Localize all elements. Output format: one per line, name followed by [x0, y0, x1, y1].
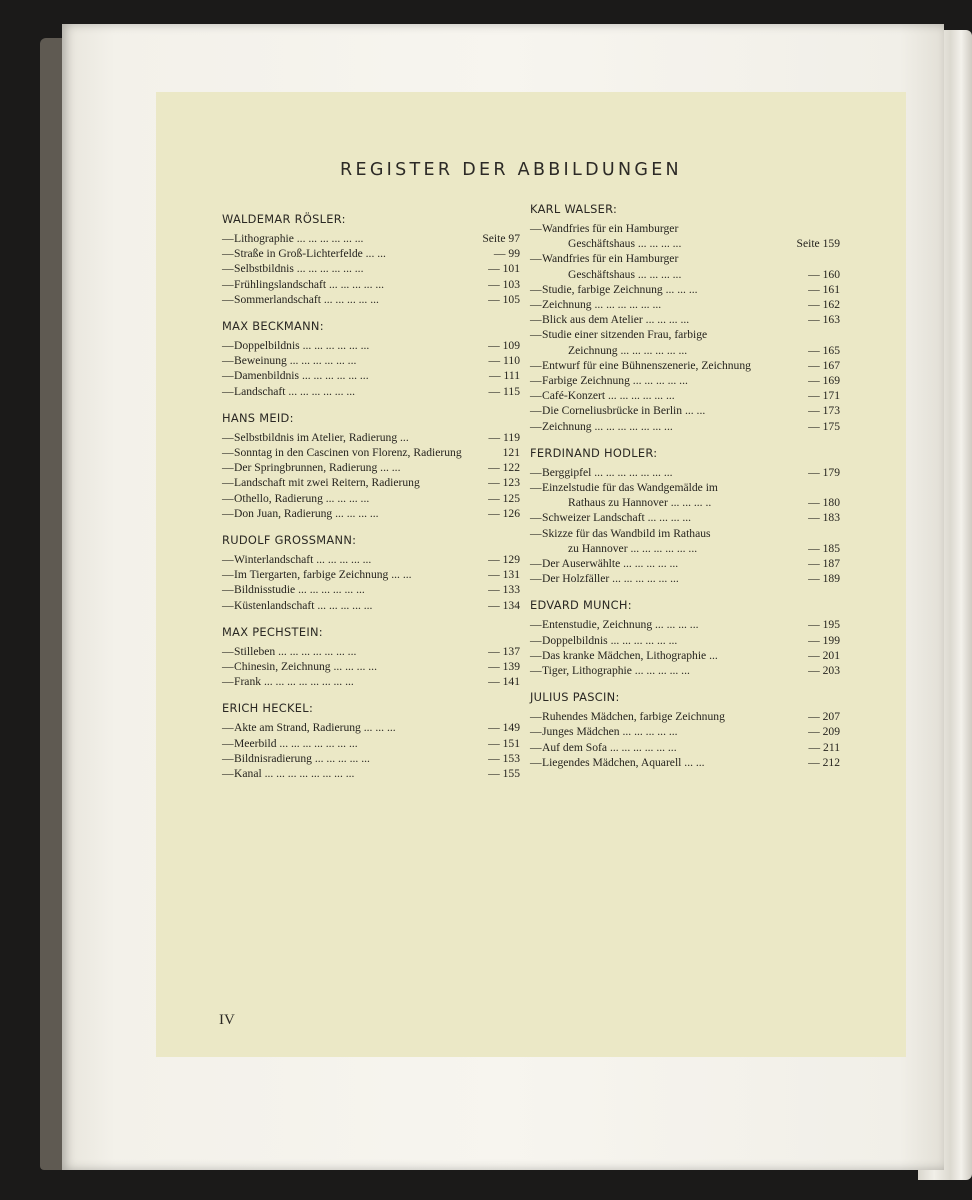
entry-title: Othello, Radierung ... ... ... ... [234, 491, 370, 505]
entry-page-number: — 129 [488, 553, 520, 567]
artist-heading: KARL WALSER: [530, 202, 618, 216]
entry-title: Schweizer Landschaft ... ... ... ... [542, 511, 692, 525]
index-entry [222, 582, 522, 597]
page-number: IV [219, 1012, 235, 1028]
artist-heading: HANS MEID: [222, 410, 294, 425]
artist-heading: WALDEMAR RÖSLER: [222, 212, 346, 226]
entry-page-number: — 183 [808, 511, 840, 525]
index-entry [222, 353, 522, 368]
index-entry [530, 251, 842, 266]
index-entry [222, 567, 522, 582]
entry-title: Der Springbrunnen, Radierung ... ... [234, 461, 401, 475]
entry-title: Sommerlandschaft ... ... ... ... ... [234, 292, 379, 306]
entry-title: Doppelbildnis ... ... ... ... ... ... [542, 633, 678, 647]
entry-dash: — [530, 222, 542, 235]
entry-dash: — [222, 598, 234, 612]
index-entry [222, 384, 522, 399]
entry-page-number: — 171 [808, 389, 840, 403]
entry-page-number: — 163 [808, 313, 840, 327]
index-entry [530, 571, 842, 586]
entry-title: Einzelstudie für das Wandgemälde im [542, 481, 718, 495]
index-entry [530, 419, 842, 434]
entry-dash: — [530, 313, 542, 327]
index-entry [530, 495, 842, 510]
artist-heading: EDVARD MUNCH: [530, 598, 632, 613]
entry-page-number: — 109 [488, 339, 520, 353]
entry-title: Ruhendes Mädchen, farbige Zeichnung [542, 710, 725, 724]
entry-title: Frank ... ... ... ... ... ... ... ... [234, 675, 354, 689]
entry-dash: — [222, 247, 234, 261]
entry-title: Don Juan, Radierung ... ... ... ... [234, 506, 379, 520]
entry-title: Landschaft ... ... ... ... ... ... [234, 384, 356, 398]
artist-section [530, 202, 842, 434]
entry-dash: — [530, 419, 542, 433]
entry-page-number: — 201 [808, 648, 840, 662]
artist-section [222, 411, 522, 521]
artist-section [222, 533, 522, 613]
entry-page-number: — 175 [808, 419, 840, 433]
artist-section [530, 446, 842, 587]
entry-dash: — [530, 618, 542, 632]
index-entry [222, 475, 522, 490]
entry-title: Studie einer sitzenden Frau, farbige [542, 328, 708, 342]
entry-title: Bildnisradierung ... ... ... ... ... [234, 751, 370, 765]
page-title: REGISTER DER ABBILDUNGEN [340, 160, 682, 180]
entry-page-number: — 141 [488, 675, 520, 689]
entry-dash: — [222, 568, 234, 582]
index-entry [530, 312, 842, 327]
entry-title: Kanal ... ... ... ... ... ... ... ... [234, 767, 355, 781]
right-column [530, 202, 842, 782]
entry-title: Farbige Zeichnung ... ... ... ... ... [542, 374, 688, 388]
entry-title: Entenstudie, Zeichnung ... ... ... ... [542, 618, 699, 632]
entry-title: Selbstbildnis ... ... ... ... ... ... [234, 262, 364, 276]
index-entry [530, 343, 842, 358]
entry-dash: — [222, 369, 234, 383]
entry-page-number: — 137 [488, 644, 520, 658]
entry-title: Zeichnung ... ... ... ... ... ... [542, 298, 662, 312]
index-entry [222, 552, 522, 567]
entry-dash: — [222, 446, 234, 460]
entry-page-number: — 151 [488, 736, 520, 750]
entry-title: Blick aus dem Atelier ... ... ... ... [542, 313, 690, 327]
entry-title: Berggipfel ... ... ... ... ... ... ... [542, 465, 673, 479]
index-entry [530, 541, 842, 556]
entry-dash: — [222, 660, 234, 674]
entry-page-number: — 162 [808, 298, 840, 312]
entry-dash: — [222, 476, 234, 490]
index-entry [222, 598, 522, 613]
index-entry [222, 491, 522, 506]
entry-dash: — [530, 465, 542, 479]
index-entry [222, 277, 522, 292]
entry-title: Das kranke Mädchen, Lithographie ... [542, 648, 718, 662]
entry-dash: — [530, 526, 542, 540]
entry-page-number: — 110 [488, 354, 520, 368]
entry-title: Liegendes Mädchen, Aquarell ... ... [542, 755, 705, 769]
entry-page-number: — 179 [808, 465, 840, 479]
entry-dash: — [530, 664, 542, 678]
entry-dash: — [530, 389, 542, 403]
artist-heading: JULIUS PASCIN: [530, 690, 620, 705]
index-entry [530, 297, 842, 312]
entry-dash: — [530, 648, 542, 662]
entry-title: Damenbildnis ... ... ... ... ... ... [234, 369, 369, 383]
index-entry [222, 460, 522, 475]
entry-title: Chinesin, Zeichnung ... ... ... ... [234, 660, 377, 674]
entry-dash: — [222, 232, 234, 245]
entry-page-number: — 212 [808, 755, 840, 769]
index-entry [222, 292, 522, 307]
entry-page-number: — 125 [488, 491, 520, 505]
entry-page-number: — 133 [488, 583, 520, 597]
entry-page-number: — 203 [808, 664, 840, 678]
entry-title: Zeichnung ... ... ... ... ... ... ... [542, 419, 673, 433]
index-entry [530, 267, 842, 282]
index-entry [530, 373, 842, 388]
entry-title: Die Corneliusbrücke in Berlin ... ... [542, 404, 706, 418]
index-entry [222, 751, 522, 766]
index-entry [530, 388, 842, 403]
index-entry [222, 246, 522, 261]
entry-title: Bildnisstudie ... ... ... ... ... ... [234, 583, 365, 597]
entry-page-number: — 99 [493, 247, 520, 261]
entry-dash: — [530, 298, 542, 312]
artist-section [530, 598, 842, 678]
entry-dash: — [222, 751, 234, 765]
index-entry [530, 480, 842, 495]
entry-dash: — [222, 767, 234, 781]
entry-title: Akte am Strand, Radierung ... ... ... [234, 721, 396, 735]
entry-title: Junges Mädchen ... ... ... ... ... [542, 725, 678, 739]
entry-title: zu Hannover ... ... ... ... ... ... [568, 541, 698, 555]
entry-title: Wandfries für ein Hamburger [542, 252, 679, 266]
entry-page-number: — 131 [488, 568, 520, 582]
index-entry [530, 556, 842, 571]
index-entry [530, 403, 842, 418]
entry-page-number: — 160 [808, 267, 840, 281]
entry-dash: — [530, 710, 542, 724]
entry-dash: — [530, 633, 542, 647]
index-entry [222, 720, 522, 735]
index-entry [530, 526, 842, 541]
index-entry [222, 231, 522, 246]
entry-title: Beweinung ... ... ... ... ... ... [234, 354, 357, 368]
entry-title: Der Auserwählte ... ... ... ... ... [542, 557, 679, 571]
entry-page-number: — 187 [808, 557, 840, 571]
entry-title: Zeichnung ... ... ... ... ... ... [568, 343, 688, 357]
entry-page-number: — 167 [808, 358, 840, 372]
entry-page-number: — 149 [488, 721, 520, 735]
entry-title: Sonntag in den Cascinen von Florenz, Radierung [234, 446, 462, 460]
index-entry [530, 740, 842, 755]
entry-page-number: — 119 [488, 430, 520, 444]
entry-page-number: — 199 [808, 633, 840, 647]
entry-title: Entwurf für eine Bühnenszenerie, Zeichnung [542, 358, 751, 372]
artist-section [222, 319, 522, 399]
entry-page-number: — 165 [808, 343, 840, 357]
entry-page-number: — 105 [488, 292, 520, 306]
entry-page-number: — 173 [808, 404, 840, 418]
entry-title: Küstenlandschaft ... ... ... ... ... [234, 598, 373, 612]
index-entry [222, 766, 522, 781]
entry-dash: — [222, 339, 234, 353]
entry-page-number: Seite 159 [796, 237, 840, 251]
entry-dash: — [530, 572, 542, 586]
entry-title: Geschäftshaus ... ... ... ... [568, 267, 682, 281]
entry-title: Straße in Groß-Lichterfelde ... ... [234, 247, 386, 261]
index-entry [530, 648, 842, 663]
entry-title: Meerbild ... ... ... ... ... ... ... [234, 736, 358, 750]
entry-page-number: — 209 [808, 725, 840, 739]
entry-dash: — [222, 354, 234, 368]
entry-title: Tiger, Lithographie ... ... ... ... ... [542, 664, 690, 678]
entry-dash: — [222, 384, 234, 398]
entry-page-number: — 161 [808, 282, 840, 296]
index-entry [530, 709, 842, 724]
entry-dash: — [222, 262, 234, 276]
entry-dash: — [222, 721, 234, 735]
entry-title: Doppelbildnis ... ... ... ... ... ... [234, 339, 370, 353]
artist-section [222, 212, 522, 307]
entry-page-number: — 126 [488, 506, 520, 520]
entry-dash: — [222, 430, 234, 444]
entry-title: Auf dem Sofa ... ... ... ... ... ... [542, 740, 677, 754]
index-entry [530, 221, 842, 236]
entry-title: Studie, farbige Zeichnung ... ... ... [542, 282, 698, 296]
index-entry [222, 659, 522, 674]
index-entry [222, 261, 522, 276]
entry-page-number: — 134 [488, 598, 520, 612]
entry-dash: — [530, 358, 542, 372]
index-entry [222, 368, 522, 383]
artist-heading: MAX BECKMANN: [222, 319, 324, 334]
index-entry [222, 736, 522, 751]
entry-page-number: — 155 [488, 767, 520, 781]
entry-dash: — [222, 292, 234, 306]
index-entry [222, 430, 522, 445]
entry-dash: — [222, 583, 234, 597]
entry-dash: — [530, 404, 542, 418]
entry-page-number: — 189 [808, 572, 840, 586]
artist-heading: RUDOLF GROSSMANN: [222, 533, 357, 548]
entry-page-number: — 185 [808, 541, 840, 555]
entry-title: Der Holzfäller ... ... ... ... ... ... [542, 572, 679, 586]
index-entry [222, 674, 522, 689]
entry-dash: — [530, 481, 542, 495]
entry-page-number: — 139 [488, 660, 520, 674]
artist-section [222, 625, 522, 690]
entry-title: Winterlandschaft ... ... ... ... ... [234, 553, 372, 567]
entry-page-number: Seite 97 [482, 232, 520, 245]
entry-title: Selbstbildnis im Atelier, Radierung ... [234, 430, 409, 444]
entry-dash: — [530, 328, 542, 342]
entry-title: Rathaus zu Hannover ... ... ... .. [568, 496, 712, 510]
entry-title: Stilleben ... ... ... ... ... ... ... [234, 644, 357, 658]
entry-page-number: 121 [502, 446, 520, 460]
entry-dash: — [530, 740, 542, 754]
index-entry [222, 338, 522, 353]
entry-page-number: — 103 [488, 277, 520, 291]
index-entry [530, 663, 842, 678]
artist-heading: MAX PECHSTEIN: [222, 624, 323, 639]
entry-dash: — [222, 644, 234, 658]
entry-dash: — [530, 755, 542, 769]
entry-dash: — [222, 506, 234, 520]
index-entry [530, 617, 842, 632]
entry-page-number: — 153 [488, 751, 520, 765]
entry-dash: — [222, 553, 234, 567]
index-entry [530, 465, 842, 480]
entry-title: Landschaft mit zwei Reitern, Radierung [234, 476, 420, 490]
entry-page-number: — 211 [808, 740, 840, 754]
index-entry [530, 282, 842, 297]
entry-dash: — [222, 277, 234, 291]
entry-page-number: — 115 [488, 384, 520, 398]
index-entry [530, 358, 842, 373]
entry-title: Geschäftshaus ... ... ... ... [568, 237, 682, 251]
artist-section [530, 690, 842, 770]
index-entry [222, 506, 522, 521]
entry-title: Café-Konzert ... ... ... ... ... ... [542, 389, 675, 403]
left-column [222, 212, 522, 793]
entry-dash: — [530, 725, 542, 739]
entry-page-number: — 207 [808, 710, 840, 724]
index-entry [222, 445, 522, 460]
entry-dash: — [222, 736, 234, 750]
entry-dash: — [530, 282, 542, 296]
entry-dash: — [530, 374, 542, 388]
index-entry [530, 327, 842, 342]
entry-title: Im Tiergarten, farbige Zeichnung ... ... [234, 568, 412, 582]
entry-page-number: — 111 [488, 369, 520, 383]
index-entry [530, 236, 842, 251]
entry-dash: — [530, 557, 542, 571]
index-entry [530, 724, 842, 739]
entry-page-number: — 169 [808, 374, 840, 388]
entry-page-number: — 123 [488, 476, 520, 490]
entry-title: Lithographie ... ... ... ... ... ... [234, 232, 364, 245]
entry-page-number: — 180 [808, 496, 840, 510]
artist-heading: ERICH HECKEL: [222, 701, 314, 716]
entry-dash: — [530, 252, 542, 266]
entry-dash: — [222, 491, 234, 505]
index-entry [530, 633, 842, 648]
entry-title: Frühlingslandschaft ... ... ... ... ... [234, 277, 385, 291]
index-entry [530, 510, 842, 525]
entry-page-number: — 101 [488, 262, 520, 276]
artist-section [222, 701, 522, 781]
entry-dash: — [222, 675, 234, 689]
entry-page-number: — 122 [488, 461, 520, 475]
entry-dash: — [222, 461, 234, 475]
artist-heading: FERDINAND HODLER: [530, 445, 658, 460]
index-entry [222, 644, 522, 659]
entry-title: Wandfries für ein Hamburger [542, 222, 679, 235]
entry-page-number: — 195 [808, 618, 840, 632]
index-entry [530, 755, 842, 770]
entry-title: Skizze für das Wandbild im Rathaus [542, 526, 711, 540]
entry-dash: — [530, 511, 542, 525]
